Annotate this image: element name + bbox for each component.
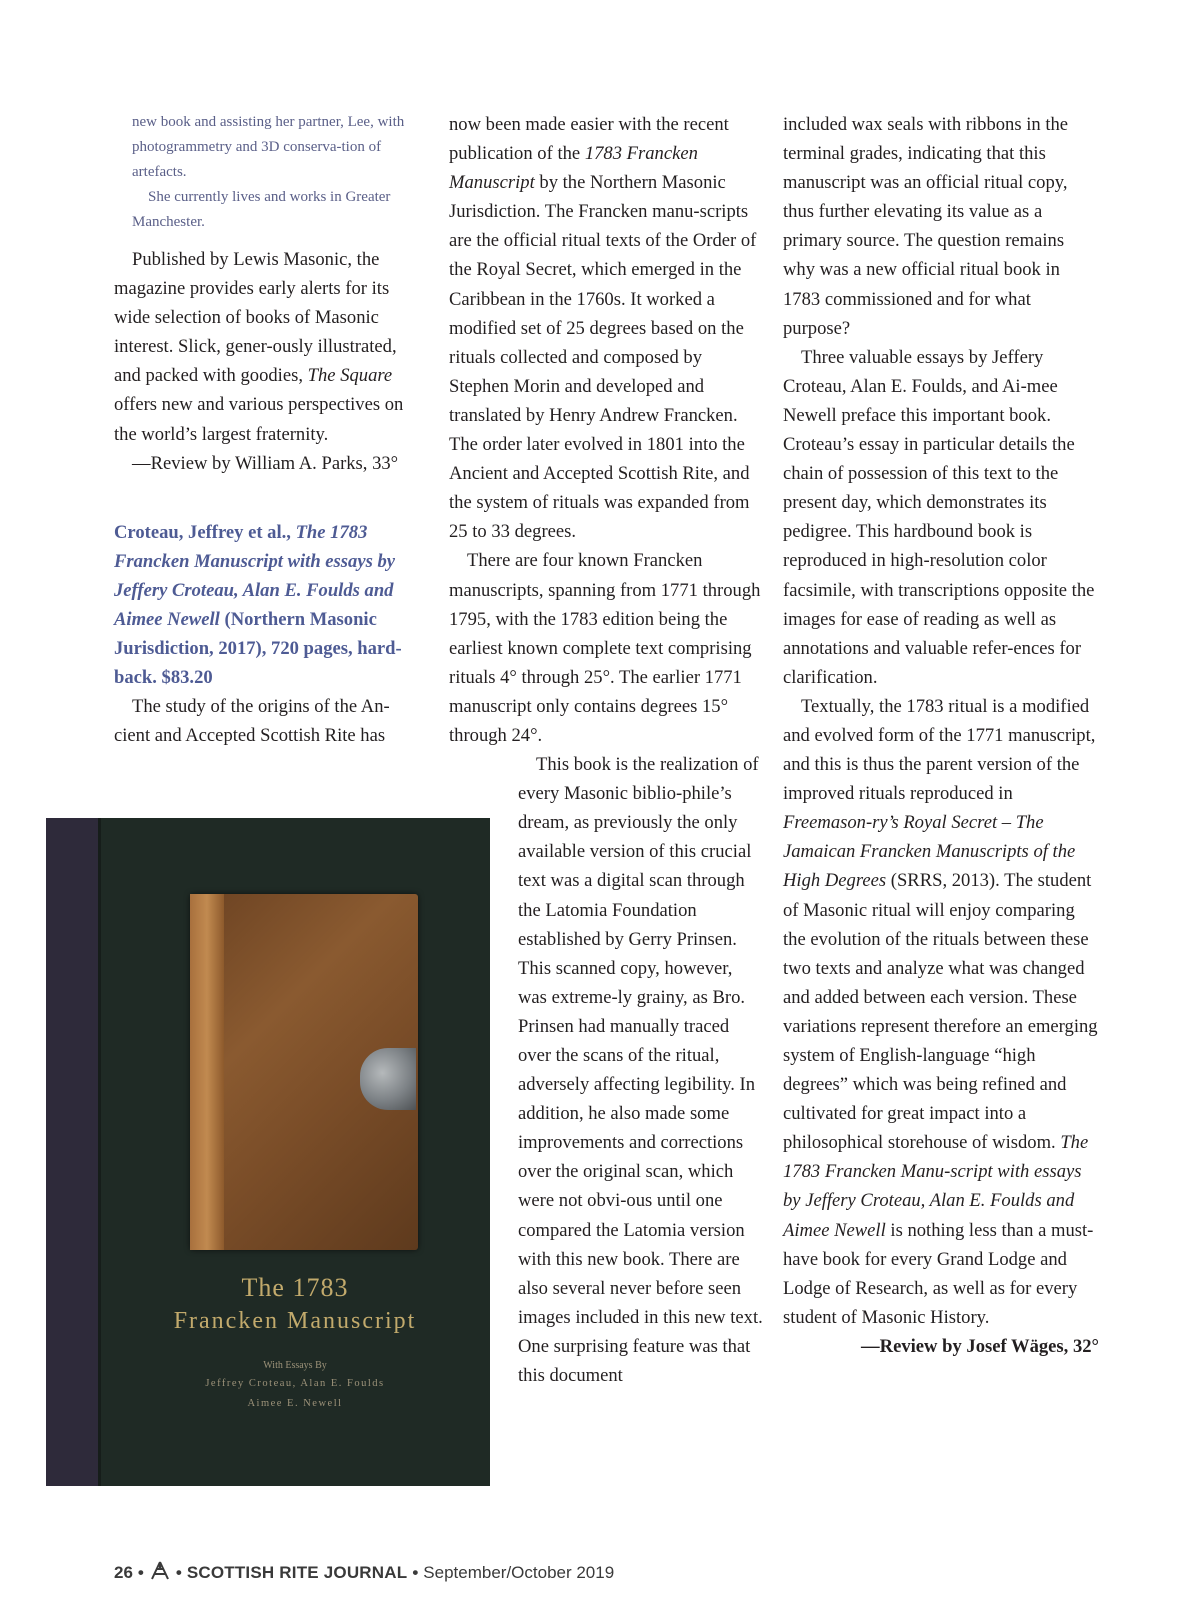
entry-title: The 1783 Francken Manuscript with essays by Jeffery Croteau, Alan E. Foulds and Aimee Newell (114, 521, 396, 631)
bio-text-2: She currently lives and works in Greater Manchester. (132, 189, 391, 230)
journal-title: SCOTTISH RITE JOURNAL (186, 1563, 408, 1582)
book-entry-heading (114, 518, 416, 693)
review-paragraph: There are four known Francken manuscripts, spanning from 1771 through 1795, with the 1783 edition being the earliest known complete text comprising rituals 4° through 25°. The earlier 1771 manuscript only contains degrees 15° through 24°. (449, 550, 761, 746)
review-paragraph: This book is the realization of every Masonic biblio-phile’s dream, as previously the only available version of this crucial text was a digital scan through the Latomia Foundation established by Gerry Prinsen. This scanned copy, however, was extreme-ly grainy, as Bro. Prinsen had manually traced over the scans of the ritual, adversely affecting legibility. In addition, he also made some improvements and corrections over the original scan, which were not obvi-ous until one compared the Latomia version with this new book. There are also several never before seen images included in this new text. One surprising feature was that this document (518, 754, 763, 1387)
book-title: The 1783 Francken Manu-script with essays by Jeffery Croteau, Alan E. Foulds and Aimee Newell (783, 1132, 1089, 1241)
cover-spine (46, 818, 100, 1486)
cover-title-line-2: Francken Manuscript (173, 1308, 417, 1334)
review-signature: —Review by Josef Wäges, 32° (861, 1335, 1099, 1357)
entry-author: Croteau, Jeffrey et al., (114, 521, 291, 543)
review-signature: —Review by William A. Parks, 33° (132, 452, 399, 474)
column-right (783, 110, 1099, 1361)
book-title: The Square (307, 365, 393, 387)
cover-authors-line-1: Jeffrey Croteau, Alan E. Foulds (205, 1378, 385, 1389)
page-number: 26 (114, 1563, 133, 1582)
book-cover-image (46, 818, 490, 1486)
review-paragraph: Textually, the 1783 ritual is a modified and evolved form of the 1771 manuscript, and this is thus the parent version of the improved rituals reproduced in Freemason-ry’s Royal Secret – The Jamaican Francken Manuscripts of the High Degrees (SRRS, 2013). The student of Masonic ritual will enjoy comparing the evolution of the rituals between these two texts and analyze what was changed and added between each version. These variations represent therefore an emerging system of English-language “high degrees” which was being refined and cultivated for great impact into a philosophical storehouse of wisdom. The 1783 Francken Manu-script with essays by Jeffery Croteau, Alan E. Foulds and Aimee Newell is nothing less than a must-have book for every Grand Lodge and Lodge of Research, as well as for every student of Masonic History. (783, 695, 1098, 1328)
column-middle (449, 110, 765, 1390)
author-bio (114, 110, 416, 235)
column-left (114, 110, 416, 751)
cover-authors-line-2: Aimee E. Newell (247, 1398, 343, 1409)
cover-title-line-1: The 1783 (241, 1273, 349, 1302)
review-paragraph: Three valuable essays by Jeffery Croteau, Alan E. Foulds, and Ai-mee Newell preface this important book. Croteau’s essay in particular details the chain of possession of this text to the present day, which demonstrates its pedigree. This hardbound book is reproduced in high-resolution color facsimile, with transcriptions opposite the images for ease of reading as well as annotations and valuable refer-ences for clarification. (783, 346, 1095, 688)
book-title: Freemason-ry’s Royal Secret – The Jamaican Francken Manuscripts of the High Degrees (783, 812, 1076, 892)
issue-date: September/October 2019 (423, 1563, 615, 1582)
cover-essays-label: With Essays By (263, 1360, 327, 1371)
review-paragraph: now been made easier with the recent publication of the 1783 Francken Manuscript by the Northern Masonic Jurisdiction. The Francken manu-scripts are the official ritual texts of the Order of the Royal Secret, which emerged in the Caribbean in the 1760s. It worked a modified set of 25 degrees based on the rituals collected and composed by Stephen Morin and developed and translated by Henry Andrew Francken. The order later evolved in 1801 into the Ancient and Accepted Scottish Rite, and the system of rituals was expanded from 25 to 33 degrees. (449, 114, 757, 543)
footer-bullet: • (137, 1563, 144, 1582)
book-title: 1783 Francken Manuscript (449, 143, 698, 194)
bio-text-1: new book and assisting her partner, Lee, with photogrammetry and 3D conserva-tion of artefacts. (132, 114, 405, 180)
clasp-icon (360, 1048, 416, 1110)
review-paragraph: Published by Lewis Masonic, the magazine provides early alerts for its wide selection of books of Masonic interest. Slick, gener-ously illustrated, and packed with goodies, The Square offers new and various perspectives on the world’s largest fraternity. (114, 249, 404, 445)
double-eagle-emblem-icon (149, 1561, 171, 1586)
manuscript-spine (190, 894, 224, 1250)
footer-bullet: • (175, 1563, 182, 1582)
review-paragraph: included wax seals with ribbons in the terminal grades, indicating that this manuscript was an official ritual copy, thus further elevating its value as a primary source. The question remains why was a new official ritual book in 1783 commissioned and for what purpose? (783, 114, 1069, 339)
entry-details: (Northern Masonic Jurisdiction, 2017), 720 pages, hard-back. $83.20 (114, 609, 402, 689)
review-paragraph: The study of the origins of the An-cient and Accepted Scottish Rite has (114, 696, 390, 747)
footer-bullet: • (412, 1563, 419, 1582)
page-footer (114, 1560, 614, 1586)
